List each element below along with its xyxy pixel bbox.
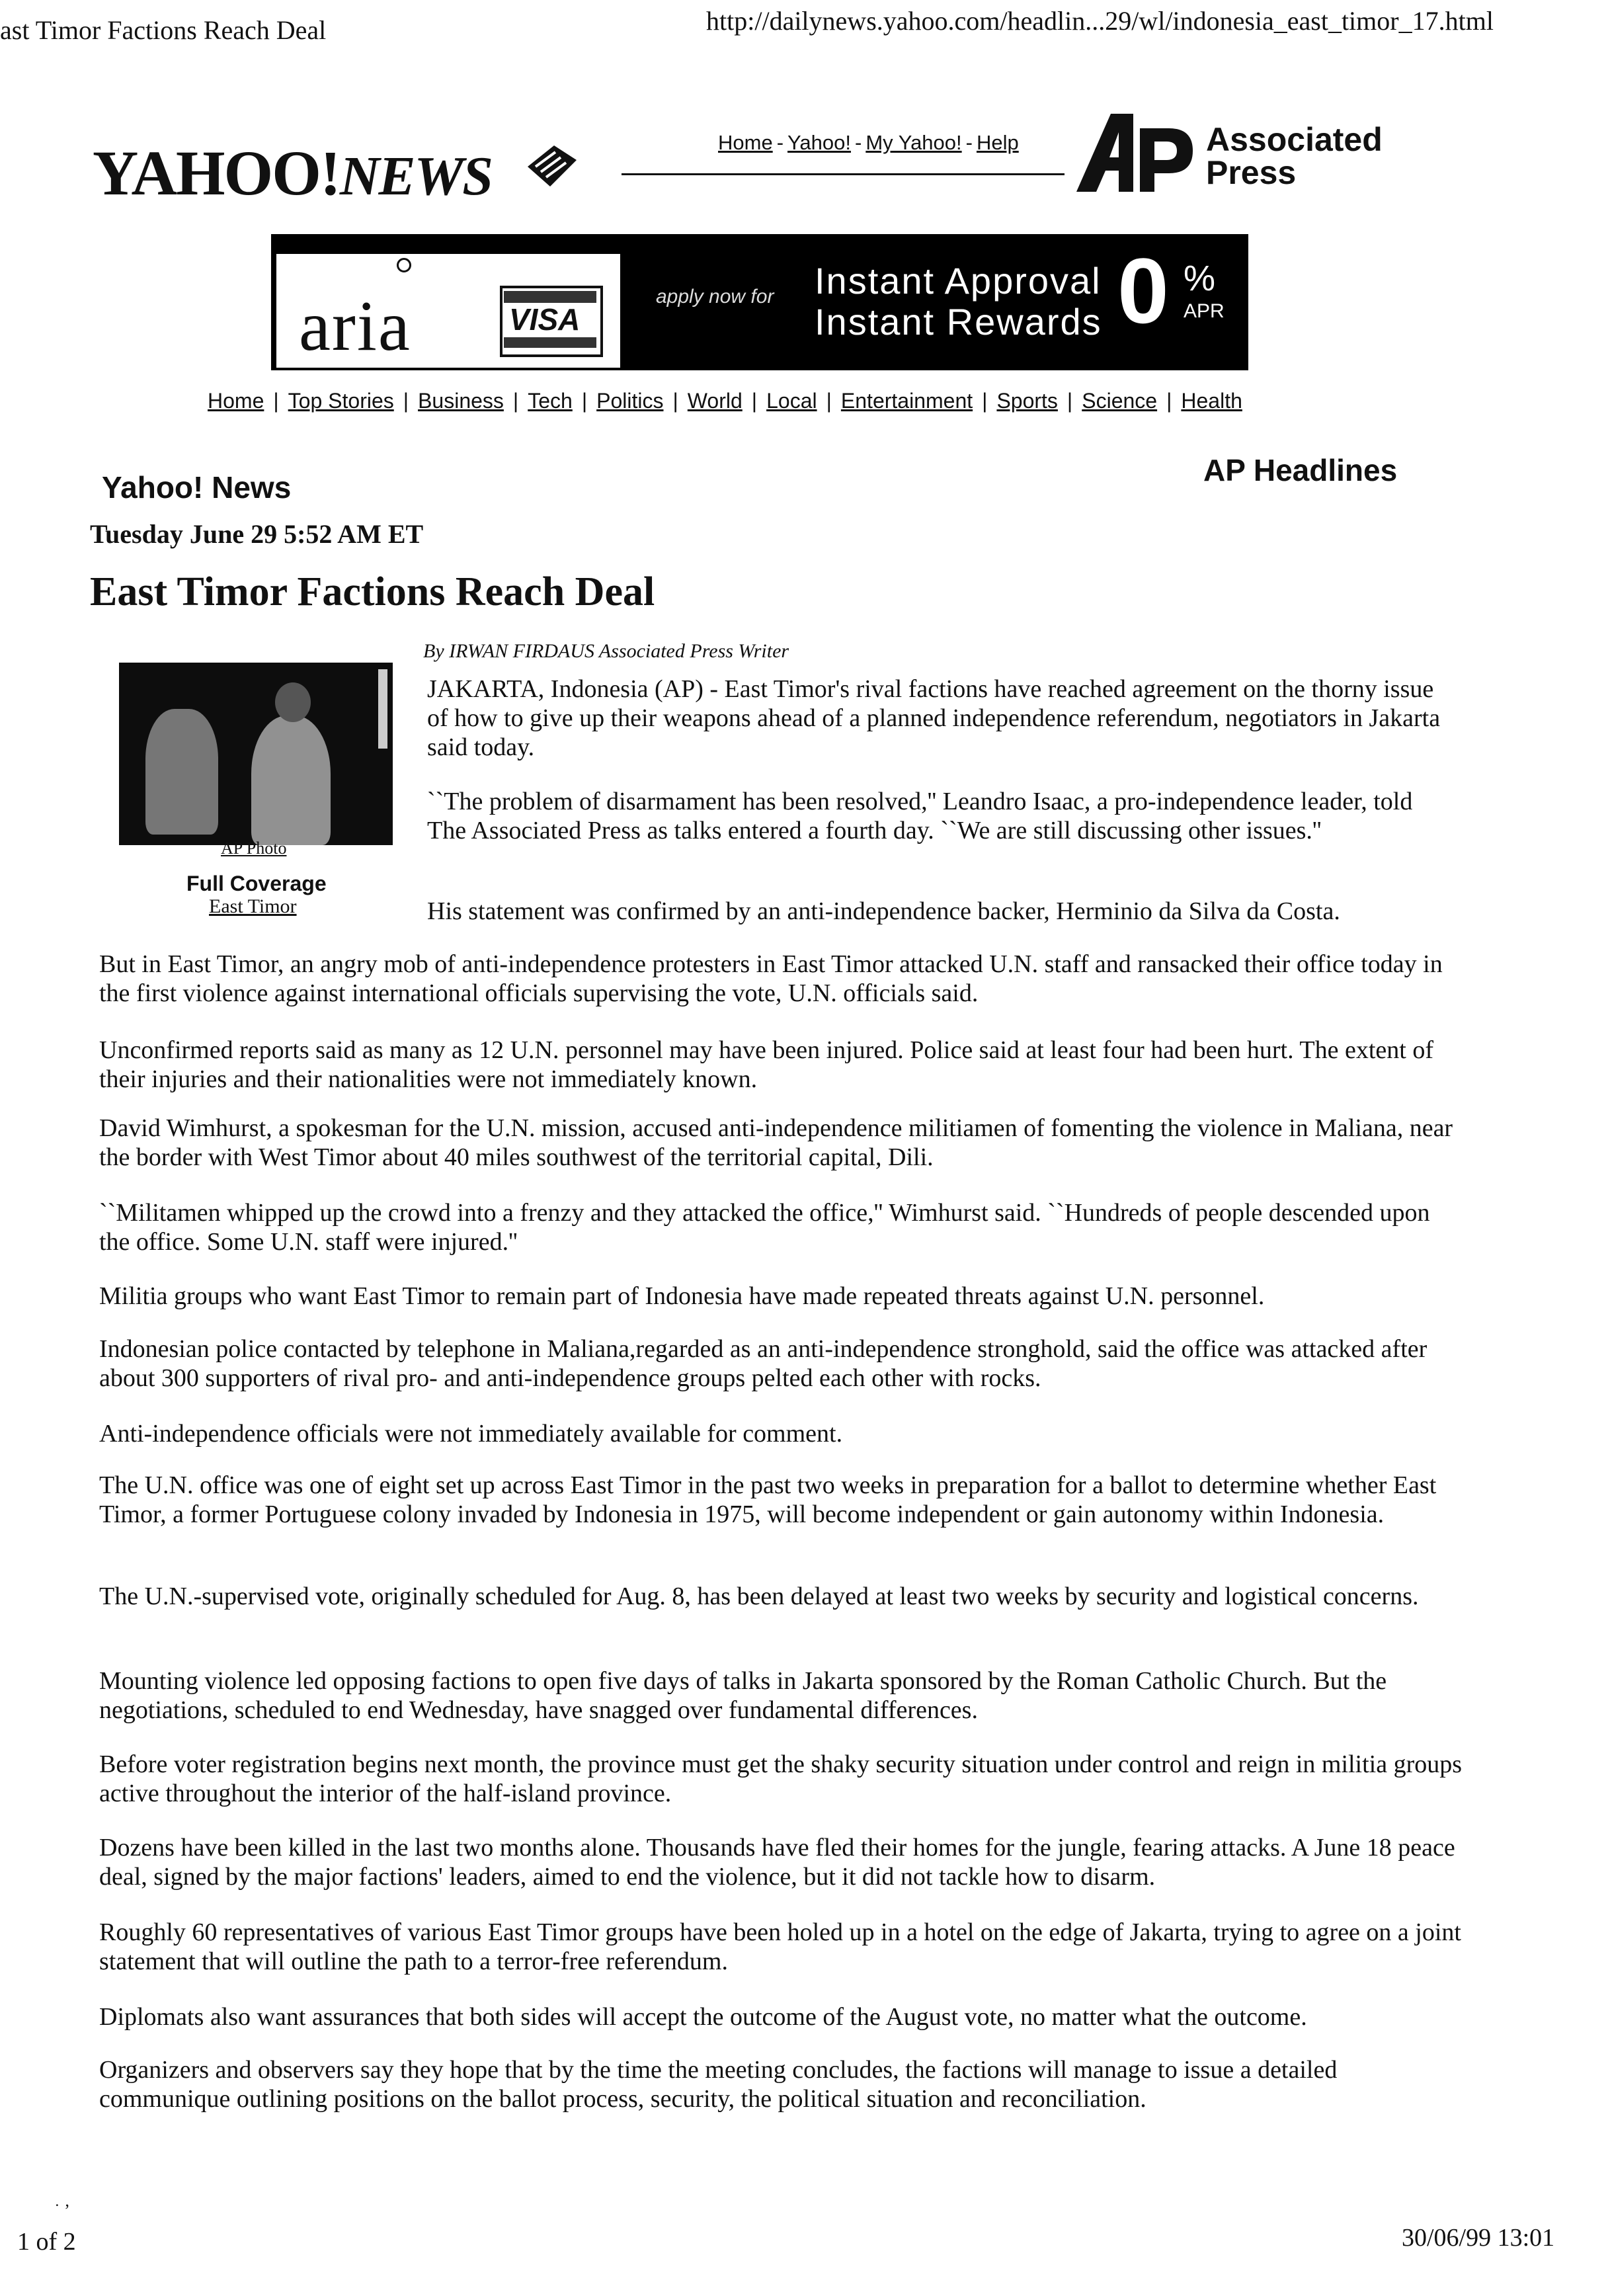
article-paragraph: Anti-independence officials were not immediately available for comment. xyxy=(99,1420,843,1448)
nav-separator: | xyxy=(982,389,988,413)
article-paragraph: Before voter registration begins next month, the province must get the shaky security situation under control and reign in militia groups active throughout the interior of the half-island province. xyxy=(99,1750,1463,1807)
ap-headlines-title: AP Headlines xyxy=(1203,453,1398,487)
article-paragraph: David Wimhurst, a spokesman for the U.N. mission, accused anti-independence militiamen of fomenting the violence in Maliana, near the border with West Timor about 40 miles southwest of the territorial capital, Dili. xyxy=(99,1114,1453,1171)
article-paragraph: His statement was confirmed by an anti-independence backer, Herminio da Silva da Costa. xyxy=(427,897,1340,925)
section-nav-science[interactable]: Science xyxy=(1082,389,1158,413)
associated-press-logo-text xyxy=(1206,123,1383,189)
news-logo-text: NEWS xyxy=(339,145,492,207)
article-paragraph: Roughly 60 representatives of various East Timor groups have been holed up in a hotel on the edge of Jakarta, trying to agree on a joint statement that will outline the path to a terror-free referendum. xyxy=(99,1918,1461,1975)
visa-text: VISA xyxy=(509,302,581,337)
ap-logo-line2: Press xyxy=(1206,154,1297,191)
full-coverage-label: Full Coverage xyxy=(186,872,327,895)
section-nav-top-stories[interactable]: Top Stories xyxy=(288,389,394,413)
photo-figure-head xyxy=(275,682,311,722)
newspaper-icon xyxy=(521,140,581,193)
article-paragraph: ``Militamen whipped up the crowd into a frenzy and they attacked the office,'' Wimhurst said. ``Hundreds of people descended upon the office. Some U.N. staff were injured.'' xyxy=(99,1199,1430,1256)
print-header-title: ast Timor Factions Reach Deal xyxy=(0,15,327,45)
article-paragraph: JAKARTA, Indonesia (AP) - East Timor's rival factions have reached agreement on the thorny issue of how to give up their weapons ahead of a planned independence referendum, negotiators in Jakarta said today. xyxy=(427,675,1441,761)
photo-figure-right xyxy=(251,716,331,845)
logo-divider xyxy=(622,173,1065,175)
section-nav-sports[interactable]: Sports xyxy=(996,389,1058,413)
section-nav-local[interactable]: Local xyxy=(766,389,817,413)
top-nav xyxy=(718,131,1019,155)
visa-band-bottom xyxy=(504,337,596,348)
nav-separator: | xyxy=(672,389,678,413)
article-paragraph: But in East Timor, an angry mob of anti-independence protesters in East Timor attacked U.N. staff and ransacked their office today in the first violence against international officials supervising the vote, U.N. officials said. xyxy=(99,950,1443,1007)
section-title: Yahoo! News xyxy=(102,470,292,505)
article-byline: By IRWAN FIRDAUS Associated Press Writer xyxy=(423,640,789,662)
yahoo-news-logo[interactable] xyxy=(93,136,492,210)
nav-separator: | xyxy=(751,389,758,413)
article-paragraph: The U.N. office was one of eight set up across East Timor in the past two weeks in preparation for a ballot to determine whether East Timor, a former Portuguese colony invaded by Indonesia in 1975, will become independent or gain autonomy within Indonesia. xyxy=(99,1471,1437,1528)
nav-separator: | xyxy=(512,389,519,413)
banner-offer-line1: Instant Approval xyxy=(815,260,1102,302)
article-paragraph: Mounting violence led opposing factions to open five days of talks in Jakarta sponsored by the Roman Catholic Church. But the negotiations, scheduled to end Wednesday, have snagged over fundamental differences. xyxy=(99,1667,1387,1724)
nav-separator: | xyxy=(1166,389,1172,413)
top-nav-my-yahoo[interactable]: My Yahoo! xyxy=(865,131,962,154)
article-photo[interactable] xyxy=(119,663,393,845)
section-nav-business[interactable]: Business xyxy=(418,389,504,413)
section-nav-home[interactable]: Home xyxy=(208,389,264,413)
ap-logo-line1: Associated xyxy=(1206,121,1383,158)
article-paragraph: Dozens have been killed in the last two months alone. Thousands have fled their homes for the jungle, fearing attacks. A June 18 peace deal, signed by the major factions' leaders, aimed to end the violence, but it did not tackle how to disarm. xyxy=(99,1834,1455,1891)
article-paragraph: ``The problem of disarmament has been resolved,'' Leandro Isaac, a pro-independence leader, told The Associated Press as talks entered a fourth day. ``We are still discussing other issues.'' xyxy=(427,788,1413,844)
banner-offer-text xyxy=(815,261,1102,343)
section-nav-health[interactable]: Health xyxy=(1181,389,1242,413)
photo-edge-highlight xyxy=(378,669,387,749)
nav-separator: | xyxy=(581,389,588,413)
nav-separator: - xyxy=(854,131,862,154)
nav-separator: | xyxy=(1066,389,1073,413)
print-header-url: http://dailynews.yahoo.com/headlin...29/wl/indonesia_east_timor_17.html xyxy=(706,6,1494,36)
banner-rate-label: APR xyxy=(1184,300,1225,322)
banner-apply-text: apply now for xyxy=(656,286,774,308)
yahoo-logo-text: YAHOO! xyxy=(93,138,340,208)
aria-logo-dot xyxy=(397,258,411,272)
aria-logo: aria xyxy=(299,287,411,366)
article-paragraph: Organizers and observers say they hope that by the time the meeting concludes, the factions will manage to issue a detailed communique outlining positions on the ballot process, security, the political situation and reconciliation. xyxy=(99,2056,1338,2113)
section-nav-politics[interactable]: Politics xyxy=(596,389,664,413)
article-dateline: Tuesday June 29 5:52 AM ET xyxy=(90,519,424,549)
section-nav-world[interactable]: World xyxy=(687,389,743,413)
banner-rate-number: 0 xyxy=(1117,239,1169,343)
scan-artifact-mark: ˙ ’ xyxy=(54,2201,70,2220)
article-paragraph: Indonesian police contacted by telephone in Maliana,regarded as an anti-independence stronghold, said the office was attacked after about 300 supporters of rival pro- and anti-independence groups pelted each other with rocks. xyxy=(99,1335,1427,1392)
photo-credit-link[interactable]: AP Photo xyxy=(221,839,287,858)
nav-separator: | xyxy=(826,389,832,413)
nav-separator: - xyxy=(776,131,784,154)
nav-separator: | xyxy=(403,389,409,413)
top-nav-yahoo[interactable]: Yahoo! xyxy=(787,131,851,154)
full-coverage-link[interactable]: East Timor xyxy=(209,895,297,917)
photo-figure-left xyxy=(145,709,218,835)
section-nav-entertainment[interactable]: Entertainment xyxy=(840,389,973,413)
top-nav-help[interactable]: Help xyxy=(976,131,1019,154)
banner-offer-line2: Instant Rewards xyxy=(815,301,1102,343)
article-paragraph: Militia groups who want East Timor to remain part of Indonesia have made repeated threats against U.N. personnel. xyxy=(99,1282,1265,1310)
article-headline: East Timor Factions Reach Deal xyxy=(90,569,655,614)
section-nav-tech[interactable]: Tech xyxy=(528,389,573,413)
banner-rate-percent: % xyxy=(1184,259,1216,298)
print-timestamp: 30/06/99 13:01 xyxy=(1402,2224,1555,2252)
ap-logo-mark xyxy=(1076,114,1195,193)
section-nav xyxy=(208,389,1242,413)
top-nav-home[interactable]: Home xyxy=(718,131,773,154)
nav-separator: - xyxy=(965,131,973,154)
nav-separator: | xyxy=(273,389,279,413)
article-paragraph: Diplomats also want assurances that both sides will accept the outcome of the August vote, no matter what the outcome. xyxy=(99,2003,1307,2031)
article-paragraph: The U.N.-supervised vote, originally scheduled for Aug. 8, has been delayed at least two weeks by security and logistical concerns. xyxy=(99,1582,1419,1610)
print-page-count: 1 of 2 xyxy=(17,2228,76,2256)
article-paragraph: Unconfirmed reports said as many as 12 U.N. personnel may have been injured. Police said at least four had been hurt. The extent of their injuries and their nationalities were not immediately known. xyxy=(99,1036,1433,1093)
